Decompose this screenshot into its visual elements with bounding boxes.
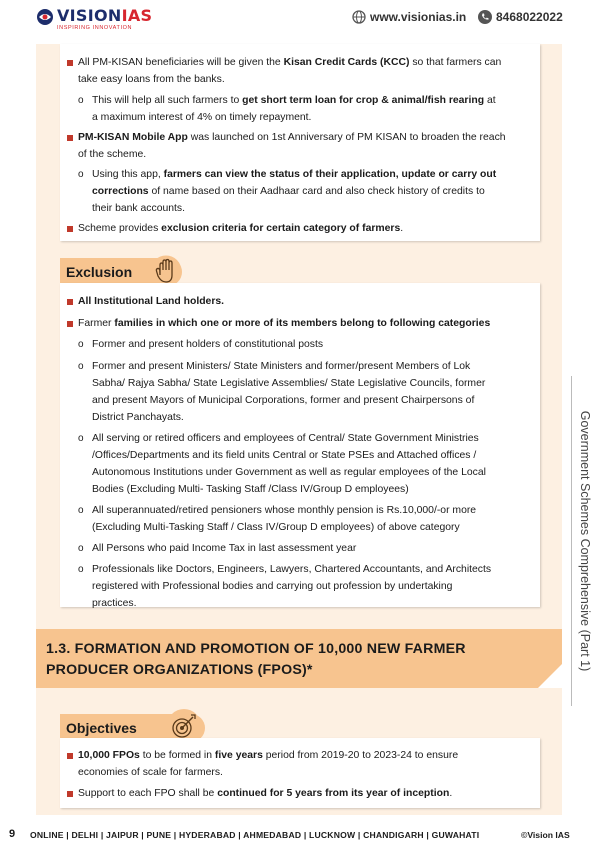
exclusion-item-line: Former and present holders of constitutional posts <box>92 339 324 350</box>
globe-icon <box>352 10 366 24</box>
exclusion-item-line: All superannuated/retired pensioners whose monthly pension is Rs.10,000/-or more <box>92 505 477 516</box>
objective-support: Support to each FPO shall be continued for 5 years from its year of inception. <box>78 788 453 799</box>
phone-contact[interactable] <box>478 10 563 24</box>
sub-bullet-marker: o <box>78 339 84 350</box>
logo-eye-icon <box>36 8 54 26</box>
exclusion-tag: Exclusion <box>60 258 182 286</box>
exclusion-item-line: Former and present Ministers/ State Ministers and former/present Members of Lok <box>92 361 471 372</box>
logo-tagline: INSPIRING INNOVATION <box>57 25 133 31</box>
exclusion-item-line: All Persons who paid Income Tax in last assessment year <box>92 543 357 554</box>
exclusion-item-line: Sabha/ Rajya Sabha/ State Legislative Assemblies/ State Legislative Councils, former <box>92 378 486 389</box>
objective-fpos-line2: economies of scale for farmers. <box>78 767 223 778</box>
benefit-app-sub: Using this app, farmers can view the status of their application, update or carry out <box>92 169 497 180</box>
benefit-kcc-sub: This will help all such farmers to get short term loan for crop & animal/fish rearing at <box>92 95 496 106</box>
logo-ias: IAS <box>121 6 153 25</box>
exclusion-item-line: and present Mayors of Municipal Corporations, former and present Chairpersons of <box>92 395 475 406</box>
exclusion-item-line: Bodies (Excluding Multi- Tasking Staff /Class IV/Group D employees) <box>92 484 409 495</box>
page-footer <box>0 822 600 849</box>
side-title-divider <box>571 376 572 706</box>
bullet-marker <box>67 60 73 66</box>
bullet-marker <box>67 299 73 305</box>
exclusion-item-line: practices. <box>92 598 137 609</box>
phone-icon <box>478 10 492 24</box>
vision-ias-logo <box>36 8 152 31</box>
page-number: 9 <box>9 828 16 840</box>
phone-text: 8468022022 <box>496 10 563 24</box>
sub-bullet-marker: o <box>78 169 84 180</box>
objective-fpos: 10,000 FPOs to be formed in five years period from 2019-20 to 2023-24 to ensure <box>78 750 459 761</box>
sub-bullet-marker: o <box>78 543 84 554</box>
website-text: www.visionias.in <box>370 10 467 24</box>
page-header <box>0 0 600 38</box>
bullet-marker <box>67 791 73 797</box>
exclusion-families: Farmer families in which one or more of its members belong to following categories <box>78 318 491 329</box>
bullet-marker <box>67 753 73 759</box>
benefit-exclusion: Scheme provides exclusion criteria for certain category of farmers. <box>78 223 404 234</box>
footer-copyright: ©Vision IAS <box>521 830 570 840</box>
sub-bullet-marker: o <box>78 433 84 444</box>
benefit-kcc-line2: take easy loans from the banks. <box>78 74 225 85</box>
benefit-app-sub-line3: their bank accounts. <box>92 203 185 214</box>
website-contact[interactable] <box>352 10 466 24</box>
sub-bullet-marker: o <box>78 361 84 372</box>
bullet-marker <box>67 226 73 232</box>
logo-vision: VISION <box>57 6 122 25</box>
bullet-marker <box>67 135 73 141</box>
exclusion-item-line: District Panchayats. <box>92 412 184 423</box>
side-title: Government Schemes Comprehensive (Part 1) <box>578 410 592 672</box>
exclusion-item-line: /Offices/Departments and its field units Central or State PSEs and Attached offices / <box>92 450 477 461</box>
exclusion-item-line: Autonomous Institutions under Government as well as regular employees of the Local <box>92 467 486 478</box>
bullet-marker <box>67 321 73 327</box>
section-heading-line2: PRODUCER ORGANIZATIONS (FPOS)* <box>46 662 313 678</box>
section-heading-band <box>36 629 562 688</box>
benefit-mobile-app: PM-KISAN Mobile App was launched on 1st Anniversary of PM KISAN to broaden the reach <box>78 132 506 143</box>
benefit-kcc: All PM-KISAN beneficiaries will be given the Kisan Credit Cards (KCC) so that farmers can <box>78 57 502 68</box>
benefit-mobile-app-line2: of the scheme. <box>78 149 147 160</box>
band-corner-fold <box>538 664 562 688</box>
section-heading-line1: 1.3. FORMATION AND PROMOTION OF 10,000 NEW FARMER <box>46 641 466 657</box>
benefit-kcc-sub-line2: a maximum interest of 4% on timely repayment. <box>92 112 312 123</box>
exclusion-item-line: All serving or retired officers and employees of Central/ State Government Ministries <box>92 433 479 444</box>
sub-bullet-marker: o <box>78 564 84 575</box>
footer-cities: ONLINE | DELHI | JAIPUR | PUNE | HYDERABAD | AHMEDABAD | LUCKNOW | CHANDIGARH | GUWAHATI <box>30 830 480 840</box>
exclusion-item-line: Professionals like Doctors, Engineers, Lawyers, Chartered Accountants, and Architects <box>92 564 492 575</box>
benefit-app-sub-line2: corrections of name based on their Aadhaar card and also check history of credits to <box>92 186 485 197</box>
objectives-tag: Objectives <box>60 714 205 742</box>
sub-bullet-marker: o <box>78 505 84 516</box>
exclusion-institutional: All Institutional Land holders. <box>78 296 225 307</box>
exclusion-item-line: (Excluding Multi-Tasking Staff / Class IV/Group D employees) of above category <box>92 522 460 533</box>
exclusion-item-line: registered with Professional bodies and carrying out profession by undertaking <box>92 581 453 592</box>
sub-bullet-marker: o <box>78 95 84 106</box>
